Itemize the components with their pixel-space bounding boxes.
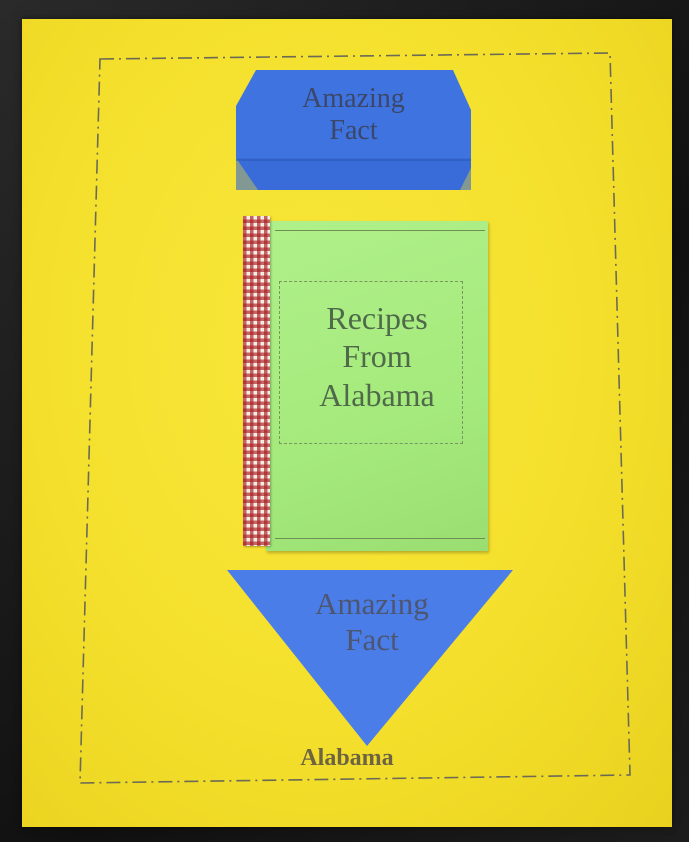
- bottom-fact-label: [262, 586, 482, 657]
- booklet-title-line2: From: [342, 338, 412, 375]
- booklet-bottom-rule: [275, 538, 485, 539]
- top-fact-label: [236, 83, 471, 147]
- bottom-fact-line2: Fact: [345, 621, 399, 657]
- top-fact-line2: Fact: [329, 115, 378, 147]
- top-fact-line1: Amazing: [302, 83, 405, 114]
- booklet-top-rule: [275, 230, 485, 231]
- bottom-fact-line1: Amazing: [315, 586, 429, 621]
- state-name-label: Alabama: [300, 745, 394, 771]
- yellow-cardstock-page: [22, 19, 672, 827]
- booklet-title-line1: Recipes: [326, 300, 428, 336]
- booklet-title-line3: Alabama: [319, 376, 435, 413]
- gingham-ribbon-spine: [243, 216, 270, 546]
- booklet-title: [272, 299, 482, 414]
